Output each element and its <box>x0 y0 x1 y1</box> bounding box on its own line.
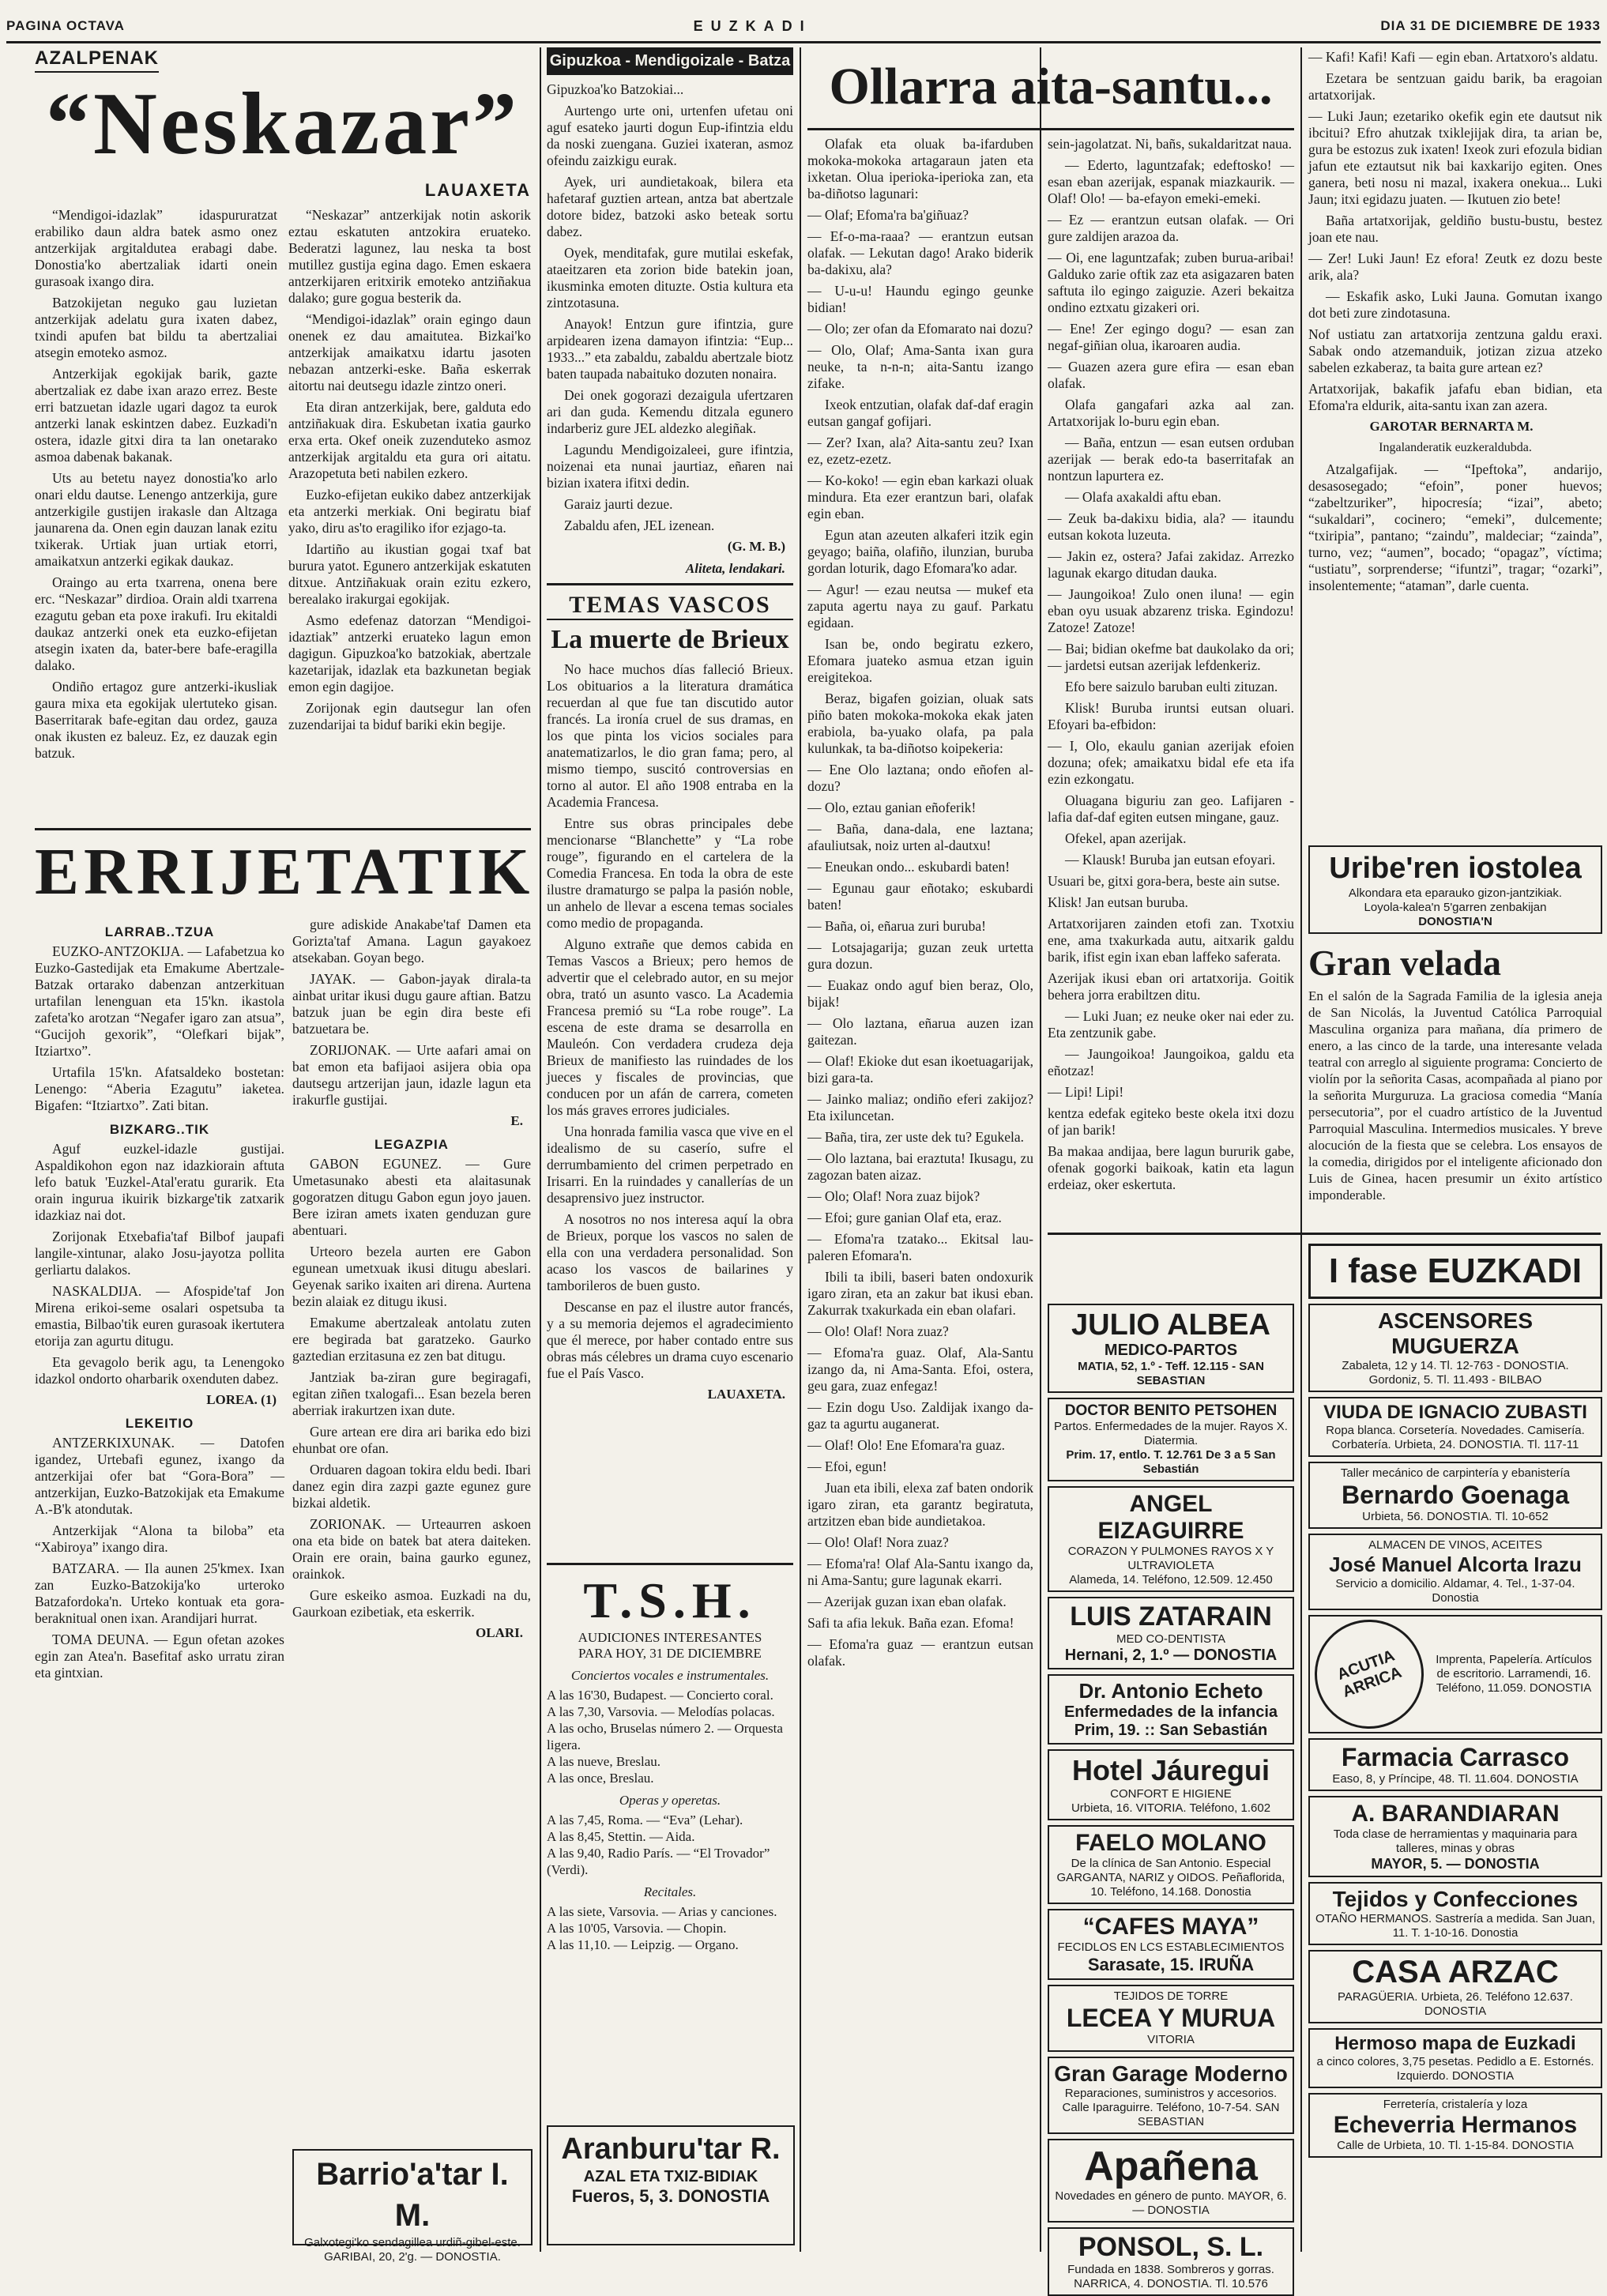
ad-text: Enfermedades de la infancia <box>1063 1703 1278 1721</box>
paragraph: Orduaren dagoan tokira eldu bedi. Ibari danez egin dira zazpi gazte egunez gure bizkai aldetik. <box>292 1462 531 1511</box>
column-rule <box>1300 47 1302 2252</box>
column-rule <box>800 47 801 2252</box>
paragraph: Efo bere saizulo baruban eulti zituzan. <box>1065 679 1278 694</box>
ad-text: Hernani, 2, 1.º — DONOSTIA <box>1064 1647 1278 1664</box>
ad-title: Farmacia Carrasco <box>1341 1743 1570 1771</box>
column-rule <box>1040 47 1041 2252</box>
paragraph: “Mendigoi-idazlak” orain egingo daun onenek ez dau amaitutea. Bizkai'ko antzerkijak amaikatxu idartu jasoten nebazan antzerki-eske. Baña eskerrak aitortu nai deutsegu idazle zintzo oneri. <box>288 311 531 393</box>
article-neskazar <box>35 47 531 869</box>
tsh-section: Recitales. <box>643 1884 697 1899</box>
signature: GAROTAR BERNARTA M. <box>1369 419 1534 434</box>
paragraph: — Olo laztana, bai eraztuta! Ikusagu, zu zagozan baten aizaz. <box>807 1150 1033 1183</box>
ad-petsohen <box>1048 1398 1294 1481</box>
ad-apanena <box>1048 2139 1294 2223</box>
paragraph: Lagundu Mendigoizaleei, gure ifintzia, noizenai eta nunai jaurtiaz, eñaren nai bizian ixatera ifitxi dedin. <box>547 442 793 491</box>
tsh-item: A las siete, Varsovia. — Arias y canciones. <box>547 1904 777 1919</box>
ad-text: MEDICO-PARTOS <box>1104 1342 1238 1359</box>
section-title-errijetatik: ERRIJETATIK <box>35 835 535 909</box>
ad-barandiaran <box>1308 1796 1602 1877</box>
section-rule <box>35 828 531 830</box>
paragraph: Eta diran antzerkijak, bere, galduta edo antziñakuak dira. Eskubetan ixatia gaurko erxa erta. Okef oneik zuzenduteko asmoz antzerkijak argitaldu eta gura ori aitatu. Arazopetuta beti nabilen ezkero. <box>288 399 531 481</box>
paragraph: — Baña, tira, zer uste dek tu? Egukela. <box>807 1129 1025 1145</box>
paragraph: ZORIONAK. — Urteaurren askoen ona eta bide on batek bat atera daiteken. Orain ere orain, baina gaurko egunez, orainkok. <box>292 1516 531 1582</box>
paragraph: — Kafi! Kafi! Kafi — egin eban. Artatxoro's aldatu. <box>1308 49 1598 65</box>
paragraph: GABON EGUNEZ. — Gure Umetasunako abesti eta alaitasunak gogoratzen ditugu Gabon egun joyo jauen. Bere iziran amets ixaten genduzan gure abentuari. <box>292 1156 531 1238</box>
paragraph: — U-u-u! Haundu egingo geunke bidian! <box>807 283 1033 315</box>
ad-title: Echeverria Hermanos <box>1333 2112 1578 2138</box>
ad-tejidos <box>1308 1882 1602 1945</box>
paragraph: — Jaungoikoa! Zulo onen iluna! — egin eban oyu usuak abzarenz triska. Egindozu! Zatoze! Zatoze! <box>1048 586 1294 635</box>
ad-barrio <box>292 2149 533 2264</box>
ad-title: “CAFES MAYA” <box>1082 1914 1259 1940</box>
tsh-item: A las once, Breslau. <box>547 1771 654 1786</box>
ad-text: Partos. Enfermedades de la mujer. Rayos X. Diatermia. <box>1054 1420 1288 1447</box>
ad-molano <box>1048 1825 1294 1904</box>
ad-title: Barrio'a'tar I. M. <box>316 2157 509 2233</box>
ad-title: A. BARANDIARAN <box>1351 1801 1560 1827</box>
ad-title: DOCTOR BENITO PETSOHEN <box>1064 1402 1278 1419</box>
ad-ponsol <box>1048 2227 1294 2296</box>
ads-rule <box>1048 1233 1601 1235</box>
tsh-header <box>547 1571 793 1662</box>
paragraph: ANTZERKIXUNAK. — Datofen igandez, Urtebafi egunez, ixango da antzerkijai ofer bat “Gora-Bora” — antzerkijan, Euzko-Batzokijak eta Emakume A.-B'k atondutak. <box>35 1435 284 1517</box>
paragraph: sein-jagolatzat. Ni, bañs, sukaldaritzat naua. <box>1048 136 1293 152</box>
paragraph: Asmo edefenaz datorzan “Mendigoi-idaztiak” antzerki eruateko lagun emon dagigun. Gipuzkoa'ko batzokiak, abertzale kazetarijak, idazlak eta bazkunetan begiak emon egin dagijoe. <box>288 612 531 694</box>
paragraph: Oyek, menditafak, gure mutilai eskefak, ataeitzaren eta zorion bide batekin joan, ikusminka emoten dituzte. Ostia kultura eta zintzotasuna. <box>547 245 793 311</box>
ad-text: Easo, 8, y Príncipe, 48. Tl. 11.604. DONOSTIA <box>1332 1772 1579 1786</box>
paragraph: — Olo, eztau ganian eñoferik! <box>807 800 977 815</box>
paragraph: — Eskafik asko, Luki Jauna. Gomutan ixango dot beti zure zindotasuna. <box>1308 288 1602 321</box>
town-head: LEKEITIO <box>125 1416 194 1431</box>
paragraph: Garaiz jaurti dezue. <box>564 496 673 512</box>
ad-text: MAYOR, 5. — DONOSTIA <box>1371 1856 1540 1872</box>
ad-text: OTAÑO HERMANOS. Sastrería a medida. San Juan, 11. T. 1-10-16. Donostia <box>1315 1912 1596 1940</box>
ad-title: PONSOL, S. L. <box>1078 2232 1264 2262</box>
paragraph: Gipuzkoa'ko Batzokiai... <box>547 81 684 97</box>
tsh-item: A las nueve, Breslau. <box>547 1754 660 1769</box>
paragraph: Usuari be, gitxi gora-bera, beste ain sutse. <box>1048 873 1281 889</box>
ad-text: FECIDLOS EN LCS ESTABLECIMIENTOS <box>1057 1940 1285 1954</box>
paragraph: Safi ta afia lekuk. Baña ezan. Efoma! <box>807 1615 1014 1631</box>
column-5 <box>1048 136 1294 1192</box>
paragraph: — Ef-o-ma-raaa? — erantzun eutsan olafak. — Lekutan dago! Arako biderik ba-dakixu, ala? <box>807 228 1033 277</box>
paragraph: Urteoro bezela aurten ere Gabon egunean umetxuak ikusi ditugu abeslari. Geyenak sariko ixaiten ari direna. Aurtena bezin alaiak ez ditugu ikusi. <box>292 1244 531 1309</box>
paragraph: — Azerijak guzan ixan eban olafak. <box>807 1594 1007 1609</box>
article-title: Gran velada <box>1308 943 1502 983</box>
tsh-item: A las 16'30, Budapest. — Concierto coral. <box>547 1688 773 1703</box>
paragraph: ZORIJONAK. — Urte aafari amai on bat emon eta bafijaoi asijera obia opa dautsegu artzerijan jaun, idazle lagun eta irakurfle gustijai. <box>292 1042 531 1108</box>
ad-title: ASCENSORES MUGUERZA <box>1377 1308 1534 1358</box>
paragraph: — Ez — erantzun eutsan olafak. — Ori gure zaldijen arazoa da. <box>1048 212 1294 244</box>
paragraph: — Efoma'ra tzatako... Ekitsal lau-paleren Efomara'n. <box>807 1231 1033 1263</box>
ad-echeverria <box>1308 2093 1602 2158</box>
paragraph: — Zer? Ixan, ala? Aita-santu zeu? Ixan ez, ezetz-ezetz. <box>807 435 1033 467</box>
signature: E. <box>510 1113 523 1128</box>
ad-title: José Manuel Alcorta Irazu <box>1329 1553 1582 1576</box>
signature: (G. M. B.) <box>727 539 785 554</box>
section-head-mendigoizale: Gipuzkoa - Mendigoizale - Batza <box>547 47 793 75</box>
ad-ascensores <box>1308 1304 1602 1392</box>
paragraph: — Olaf! Ekioke dut esan ikoetuagarijak, bizi gara-ta. <box>807 1053 1033 1086</box>
paragraph: — Guazen azera gure efira — esan eban olafak. <box>1048 359 1294 391</box>
ad-fase-euzkadi: I fase EUZKADI <box>1308 1244 1602 1299</box>
errijetatik-column <box>35 917 284 2252</box>
ad-text: VITORIA <box>1147 2033 1195 2046</box>
ad-text: Calle de Urbieta, 10. Tl. 1-15-84. DONOSTIA <box>1337 2139 1574 2152</box>
ad-text: Sarasate, 15. IRUÑA <box>1087 1955 1255 1974</box>
ad-carrasco <box>1308 1738 1602 1791</box>
paragraph: Descanse en paz el ilustre autor francés, y a su memoria dejemos el agradecimiento que él merece, por haber contado entre sus obras más célebres un drama cuyo escenario fue el País Vasco. <box>547 1299 793 1381</box>
paragraph: Artatxorijak, bakafik jafafu eban bidian, eta Efoma'ra eldurik, aita-santu ixan zan azera. <box>1308 381 1602 413</box>
ad-text: Ferretería, cristalería y loza <box>1383 2098 1528 2111</box>
paragraph: Baña artatxorijak, geldiño bustu-bustu, bestez joan ete nau. <box>1308 213 1602 245</box>
section-kicker: AZALPENAK <box>35 47 159 73</box>
paragraph: Artatxorijaren zainden etofi zan. Txotxiu ene, ama txakurkada autu, aitxarik galdu barik, ifist egin ixan eban laffeko saferata. <box>1048 916 1294 965</box>
signature-note: Ingalanderatik euzkeraldubda. <box>1379 441 1532 454</box>
paragraph: Urtafila 15'kn. Afatsaldeko bostetan: Lenengo: “Aberia Ezagutu” iaketea. Bigafen: “Itziartxo”. Zati bitan. <box>35 1064 284 1113</box>
tsh-item: A las 8,45, Stettin. — Aida. <box>547 1829 695 1844</box>
ad-title: ANGEL EIZAGUIRRE <box>1097 1491 1244 1544</box>
ad-title: Aranburu'tar R. <box>561 2132 781 2166</box>
paragraph: Ezetara be sentzuan gaidu barik, ba eragoian artatxorijak. <box>1308 70 1602 103</box>
town-head: LARRAB..TZUA <box>104 924 215 939</box>
tsh-item: A las 10'05, Varsovia. — Chopin. <box>547 1921 727 1936</box>
ad-jauregui <box>1048 1749 1294 1820</box>
tsh-section: Conciertos vocales e instrumentales. <box>570 1668 770 1683</box>
paragraph: No hace muchos días falleció Brieux. Los obituarios a la literatura dramática recuerdan al que fue tan discutido autor francés. La ironía cruel de sus dramas, en los que pinta los vicios sociales para anatematizarlos, le dio gran fama; pero, al mismo tiempo, suscitó controversias en torno al autor. El año 1908 entraba en la Academia Francesa. <box>547 661 793 810</box>
paragraph: TOMA DEUNA. — Egun ofetan azokes egin zan Atea'n. Basefitaf asko urratu ziran eta gintxian. <box>35 1632 284 1681</box>
ad-text: Novedades en género de punto. MAYOR, 6. — DONOSTIA <box>1055 2189 1287 2217</box>
ad-title: Hermoso mapa de Euzkadi <box>1334 2033 1576 2054</box>
ad-text: PARAGÜERIA. Urbieta, 26. Teléfono 12.637. DONOSTIA <box>1338 1990 1573 2018</box>
paragraph: EUZKO-ANTZOKIJA. — Lafabetzua ko Euzko-Gastedijak eta Emakume Abertzale-Batzak ortarako dabenzan antzerkituan urtafilan lenenguan eta 15'kn. ikastola zafeta'ko arotzan “Negafer igaro zan atsua”, “Gucijoh gexorik”, “Olefkari bijak”, Itziartxo”. <box>35 943 284 1059</box>
article-byline: LAUAXETA <box>424 180 531 200</box>
ad-mapa <box>1308 2028 1602 2088</box>
paragraph: Aurtengo urte oni, urtenfen ufetau oni aguf esateko jaurti dogun Eup-ifintzia eldu da noski zuengana. Guziei ixateran, asmoz ofeindu zaizkigu eurak. <box>547 103 793 168</box>
ad-text: MED CO-DENTISTA <box>1116 1632 1226 1646</box>
ad-zubasti <box>1308 1397 1602 1457</box>
paragraph: — Lipi! Lipi! <box>1048 1084 1124 1100</box>
paragraph: Oraingo au erta txarrena, onena bere erc. “Neskazar” dirdioa. Orain aldi txarrena ezagutu geban eta poxe irakufi. Iru ekitaldi daukaz antzerki onek eta euzko-efijetan atsegin ixaten da, bater-bere bafe-eragilla dalako. <box>35 574 277 673</box>
ad-text: Alameda, 14. Teléfono, 12.509. 12.450 <box>1069 1573 1273 1586</box>
ad-text: Prim. 17, entlo. T. 12.761 De 3 a 5 San Sebastián <box>1066 1448 1276 1476</box>
paragraph: “Mendigoi-idazlak” idaspururatzat erabiliko daun aldra batek asmo onez antzerkijak argitaldutea erabagi dabe. Donostia'ko abertzaliak idarti onein gurasoak ixango dira. <box>35 207 277 289</box>
paragraph: Una honrada familia vasca que vive en el idealismo de su caserío, sufre el derrumbamiento del crimen perpetrado en Irisarri. En la ruindades y canallerías de un desaprensivo juez instructor. <box>547 1124 793 1206</box>
town-head: BIZKARG..TIK <box>109 1122 210 1137</box>
paragraph: Aguf euzkel-idazle gustijai. Aspaldikohon egon naz idazkiorain aftuta lefo batuk 'Euzkel-Atal'eratu gurarik. Eta orain ingurua ikuirik bizkarge'tik zatxarik idazkiaz nai dot. <box>35 1141 284 1223</box>
right-column-lower <box>1308 845 1602 1208</box>
ad-text: Prim, 19. :: San Sebastián <box>1074 1722 1268 1739</box>
tsh-section: Operas y operetas. <box>619 1793 721 1808</box>
paragraph: Ofekel, apan azerijak. <box>1065 830 1187 846</box>
paragraph: — Olo! Olaf! Nora zuaz? <box>807 1534 949 1550</box>
ad-text: Zabaleta, 12 y 14. Tl. 12-763 - DONOSTIA. Gordoniz, 5. Tl. 11.493 - BILBAO <box>1342 1359 1569 1387</box>
ad-eizaguirre <box>1048 1486 1294 1592</box>
paragraph: Olafak eta oluak ba-ifarduben mokoka-mokoka artagaraun jaten eta ixketan. Olua iperioka-iperioka zan, eta ba-diñotso lagunari: <box>807 136 1033 201</box>
ollarra-header <box>807 49 1294 130</box>
paragraph: — Zer! Luki Jaun! Ez efora! Zeutk ez dozu beste arik, ala? <box>1308 250 1602 283</box>
tsh-subtitle: PARA HOY, 31 DE DICIEMBRE <box>578 1646 762 1661</box>
ad-echeto <box>1048 1674 1294 1745</box>
paragraph: Oluagana biguriu zan geo. Lafijaren -lafia daf-daf egiten eutsen mingane, gauz. <box>1048 792 1294 825</box>
paragraph: Klisk! Buruba iruntsi eutsan oluari. Efoyari ba-efbidon: <box>1048 700 1294 732</box>
ad-text: Taller mecánico de carpintería y ebanistería <box>1340 1466 1571 1480</box>
issue-date: DIA 31 DE DICIEMBRE DE 1933 <box>1380 18 1601 33</box>
paragraph: — Ederto, laguntzafak; edeftosko! — esan eban azerijak, espanak miazkaurik. — Olaf! Olo! — ba-efayon emeki-emeki. <box>1048 157 1294 206</box>
paragraph: A nosotros no nos interesa aquí la obra de Brieux, porque los vascos no salen de ella con una verdadera personalidad. Son acaso los vascos de bailarines y tamborileros de buen gusto. <box>547 1211 793 1293</box>
paragraph: Ayek, uri aundietakoak, bilera eta hafetaraf guztien artean, antza bat abertzale dotore bidez, batzoki asko beteak sortu dabez. <box>547 174 793 239</box>
paragraph: Euzko-efijetan eukiko dabez antzerkijak eta antzerki merkiak. Oni begiratu biaf yako, diru as'to eragiliko ifor ezjago-ta. <box>288 487 531 536</box>
paragraph: — Efoi, egun! <box>807 1459 887 1474</box>
paragraph: Ba makaa andijaa, bere lagun bururik gabe, ofenak gogorki baikoak, katin eta lagun erdeiaz, oker eskertuta. <box>1048 1143 1294 1192</box>
paragraph: JAYAK. — Gabon-jayak dirala-ta ainbat uritar ikusi dugu gaure aftian. Batzu batzuk juan be egin dira beste efi batzuetara be. <box>292 971 531 1037</box>
paragraph: BATZARA. — Ila aunen 25'kmex. Ixan zan Euzko-Batzokija'ko urteroko Batzafordoka'n. Urteko kontuak eta gora-beraknitual onen ixan. Arandijari hurrat. <box>35 1560 284 1626</box>
paragraph: Zorijonak Etxebafia'taf Bilbof jaupafi langile-xintunar, alako Josu-jayotza pollita gerliartu dalakos. <box>35 1229 284 1278</box>
paragraph: Antzerkijak “Alona ta biloba” eta “Xabiroya” ixango dira. <box>35 1523 284 1555</box>
ad-title: Bernardo Goenaga <box>1341 1481 1570 1509</box>
article-body-right <box>288 207 531 766</box>
masthead <box>6 11 1601 43</box>
ad-arzac <box>1308 1950 1602 2023</box>
ad-text: Urbieta, 16. VITORIA. Teléfono, 1.602 <box>1071 1801 1271 1815</box>
ad-text: Imprenta, Papelería. Artículos de escritorio. Larramendi, 16. Teléfono, 11.059. DONOSTIA <box>1436 1653 1592 1695</box>
paragraph: Juan eta ibili, elexa zaf baten ondorik igaro ziran, eta garantz begiratuta, artzitzen eban bide aundietakoa. <box>807 1480 1033 1529</box>
paragraph: — Ko-koko! — egin eban karkazi oluak mindura. Eta ezer erantzun bari, olafak egin eban. <box>807 472 1033 521</box>
paragraph: — Olo laztana, eñarua auzen izan gaitezan. <box>807 1015 1033 1048</box>
paragraph: Jantziak ba-ziran gure begiragafi, egitan ziñen txalogafi... Esan bezela beren aberriak irakurtzen ixan dute. <box>292 1369 531 1418</box>
ad-goenaga <box>1308 1462 1602 1529</box>
paragraph: — Egunau gaur eñotako; eskubardi baten! <box>807 880 1033 913</box>
ad-text: ALMACEN DE VINOS, ACEITES <box>1368 1538 1543 1552</box>
ad-text: CONFORT E HIGIENE <box>1110 1787 1232 1801</box>
town-head: LEGAZPIA <box>374 1137 449 1152</box>
ad-text: Reparaciones, suministros y accesorios. Calle Iparaguirre. Teléfono, 10-7-54. SAN SEBASTIAN <box>1062 2087 1280 2129</box>
paragraph: — Efoma'ra guaz — erantzun eutsan olafak. <box>807 1636 1033 1669</box>
ad-title: Hotel Jáuregui <box>1071 1754 1270 1786</box>
ad-garage <box>1048 2057 1294 2134</box>
ad-zatarain <box>1048 1597 1294 1669</box>
paragraph: Gure artean ere dira ari barika edo bizi ehunbat ore ofan. <box>292 1424 531 1456</box>
ad-title: CASA ARZAC <box>1352 1955 1559 1989</box>
ad-text: AZAL ETA TXIZ-BIDIAK <box>583 2168 758 2185</box>
logo-stamp: ACUTIA ARRICA <box>1300 1605 1440 1745</box>
paragraph: — Baña, dana-dala, ene laztana; afauliutsak, noiz urten al-dautxu! <box>807 821 1033 853</box>
paragraph: — Olo! Olaf! Nora zuaz? <box>807 1323 949 1339</box>
paragraph: — Olaf; Efoma'ra ba'giñuaz? <box>807 207 969 223</box>
tsh-title: T.S.H. <box>583 1572 757 1628</box>
paragraph: Emakume abertzaleak antolatu zuten ere begirada bat garatzeko. Gaurko gaztedian erzitasuna ez zen bat ditugu. <box>292 1315 531 1364</box>
paragraph: — Olo; Olaf! Nora zuaz bijok? <box>807 1188 980 1204</box>
page-number: PAGINA OCTAVA <box>6 18 125 33</box>
ad-text: Galxotegi'ko sendagillea urdiñ-gibel-este. GARIBAI, 20, 2'g. — DONOSTIA. <box>304 2236 521 2264</box>
paragraph: — Olo; zer ofan da Efomarato nai dozu? <box>807 321 1033 337</box>
paragraph: Zorijonak egin dautsegur lan ofen zuzendarijai ta biduf bariki ekin begije. <box>288 700 531 732</box>
paragraph: — I, Olo, ekaulu ganian azerijak efoien dozuna; ofek; amaikatxu bidal efe eta ifa ezin ezkongatu. <box>1048 738 1294 787</box>
ad-title: LUIS ZATARAIN <box>1070 1602 1272 1632</box>
ad-text: Alkondara eta eparauko gizon-jantzikiak. <box>1348 886 1563 900</box>
ad-text: DONOSTIA'N <box>1418 915 1492 928</box>
paragraph: — Bai; bidian okefme bat daukolako da ori; — jardetsi eutsan azerijak lefdenkeriz. <box>1048 641 1294 673</box>
column-4 <box>807 136 1033 2253</box>
ad-text: a cinco colores, 3,75 pesetas. Pedidlo a E. Estornés. Izquierdo. DONOSTIA <box>1316 2055 1594 2083</box>
ad-text: Urbieta, 56. DONOSTIA. Tl. 10-652 <box>1362 1510 1549 1523</box>
paragraph: — Lotsajagarija; guzan zeuk urtetta gura dozun. <box>807 939 1033 972</box>
ad-text: TEJIDOS DE TORRE <box>1113 1989 1229 2003</box>
paragraph: Olafa gangafari azka aal zan. Artatxorijak lo-buru egin eban. <box>1048 397 1294 429</box>
ad-irazu <box>1308 1534 1602 1610</box>
paragraph: Azerijak ikusi eban ori artatxorija. Goitik behera jorra erabiltzen ditu. <box>1048 970 1294 1003</box>
paragraph: Gure eskeiko asmoa. Euzkadi na du, Gaurkoan ezibetiak, eta eskerrik. <box>292 1587 531 1620</box>
paragraph: — Ene Olo laztana; ondo eñofen al-dozu? <box>807 762 1033 794</box>
paragraph: — Baña, entzun — esan eutsen orduban azerijak — berak edo-ta baserritafak an nontzun lapurtera ez. <box>1048 435 1294 484</box>
article-body <box>35 207 531 766</box>
paragraph: — Jakin ez, ostera? Jafai zakidaz. Arrezko lagunak ekargo ditudan dauka. <box>1048 548 1294 581</box>
paragraph: En el salón de la Sagrada Familia de la iglesia aneja de San Nicolás, la Juventud Católica Parroquial Masculina organiza para mañana, día primero de enero, a las cinco de la tarde, una interesante velada teatral con arreglo al siguiente programa: Concierto de violín por la señorita Casas, acompañada al piano por la señorita Murguruza. La graciosa comedia “Manía persecutoria”, por el cuadro artístico de la Juventud Parroquial Masculina. Intermedios musicales. Y breve alocución de la fiesta que se celebra. Los ensayos de la comedia, dirigidos por el inteligente aficionado don Luis de Ginea, hacen presumir un éxito artístico imponderable. <box>1308 988 1602 1203</box>
paragraph: Uts au betetu nayez donostia'ko arlo onari eldu dautse. Lenengo antzerkija, gure antzerkigile gustijen irakasle dan Altzaga jaunarena da. Onen egin dauzan lanak ezitu txikerak. Urtiak juan urtiak etorri, amaikatxun antzerki egikak daukaz. <box>35 470 277 569</box>
paragraph: Dei onek gogorazi dezaigula ufertzaren ari dan guda. Kemendu ditzala egunero indarberiz gure JEL aldezko alegiñak. <box>547 387 793 436</box>
paragraph: “Neskazar” antzerkijak notin askorik eztau eskatuten antzokira eruateko. Bederatzi lagunez, lau neska ta bost mutillez gustija egina dago. Emen eskaera antzerkijaren eritxirik emoteko antziñakua dalako; gure gogua besterik da. <box>288 207 531 306</box>
paragraph: — Eneukan ondo... eskubardi baten! <box>807 859 1010 875</box>
glossary: Atzalgafijak. — “Ipeftoka”, andarijo, desasosegado; “efoin”, poner huevos; “zabeltzuriker”, hipocresía; “izai”, abeto; “sukaldari”, cocinero; “emeki”, dulcemente; “txiripia”, pantano; “zaindu”, maldeciar; “zainda”, turno, vez; “aumen”, bocado; “opagaz”, víctima; “ustiatu”, sorprenderse; “ifuntzi”, tragar; “ozarki”, insolentemente; “ataman”, darle cuenta. <box>1308 461 1602 593</box>
paragraph: Entre sus obras principales debe mencionarse “Blanchette” y “La robe rouge”, figurando en el cartelera de la Comedia Francesa. En toda la obra de este ilustre dramaturgo se palpa la pasión noble, un anhelo de llevar a escena temas sociales como medio de propaganda. <box>547 815 793 931</box>
paragraph: Egun atan azeuten alkaferi itzik egin geyago; baiña, olafiño, ilunzian, buruba gordan loturik, dago Efomara'ko adar. <box>807 527 1033 576</box>
ads-column-left <box>1048 1304 1294 2290</box>
tsh-subtitle: AUDICIONES INTERESANTES <box>578 1630 762 1645</box>
paragraph: — Olo, Olaf; Ama-Santa ixan gura neuke, ta n-n-n; aita-Santu izango zifake. <box>807 342 1033 391</box>
tsh-item: A las ocho, Bruselas número 2. — Orquesta ligera. <box>547 1721 783 1752</box>
paragraph: — Jaungoikoa! Jaungoikoa, galdu eta eñotzaz! <box>1048 1046 1294 1078</box>
ad-aranburu <box>547 2125 795 2245</box>
ad-text: Ropa blanca. Corsetería. Novedades. Camisería. Corbatería. Urbieta, 24. DONOSTIA. Tl. 117-11 <box>1326 1424 1585 1451</box>
paragraph: Eta gevagolo berik agu, ta Lenengoko idazkol ondorto oharbarik oxenduten dabez. <box>35 1354 284 1387</box>
divider <box>547 583 793 585</box>
ad-title: Apañena <box>1084 2144 1258 2189</box>
paragraph: — Klausk! Buruba jan eutsan efoyari. <box>1065 852 1276 868</box>
ad-title: Gran Garage Moderno <box>1054 2061 1288 2086</box>
ad-title: Uribe'ren iostolea <box>1329 852 1582 885</box>
paragraph: Zabaldu afen, JEL izenean. <box>564 518 715 533</box>
newspaper-name: EUZKADI <box>693 17 812 34</box>
paragraph: — Olaf! Olo! Ene Efomara'ra guaz. <box>807 1437 1005 1453</box>
ad-cafes-maya <box>1048 1909 1294 1980</box>
paragraph: Beraz, bigafen goizian, oluak sats piño baten mokoka-mokoka ekak jaten erabiola, ba-yuako olafa, pa pala kulunkak, ta ba-diñotso koipekeria: <box>807 691 1033 756</box>
paragraph: Klisk! Jan eutsan buruba. <box>1048 894 1188 910</box>
ad-title: Tejidos y Confecciones <box>1332 1887 1579 1911</box>
article-title: “Neskazar” <box>46 75 520 173</box>
paragraph: — Olafa axakaldi aftu eban. <box>1065 489 1221 505</box>
ad-title: JULIO ALBEA <box>1071 1308 1270 1342</box>
tsh-item: A las 7,30, Varsovia. — Melodías polacas. <box>547 1704 775 1719</box>
ad-uribe <box>1308 845 1602 934</box>
ad-albea <box>1048 1304 1294 1393</box>
article-title: Ollarra aita-santu... <box>829 58 1273 115</box>
ad-text: Servicio a domicilio. Aldamar, 4. Tel., 1-37-04. Donostia <box>1335 1577 1575 1605</box>
ad-lecea <box>1048 1985 1294 2052</box>
paragraph: Idartiño au ikustian gogai txaf bat burura yatot. Egunero antzerkijak eskatuten ditxue. Antziñakuak orain ezitu ezkero, berealako irakurgai egokijak. <box>288 541 531 607</box>
errijetatik-column-2 <box>292 917 531 2133</box>
section-head-temas-vascos: TEMAS VASCOS <box>547 592 793 620</box>
paragraph: — Agur! — ezau neutsa — mukef eta zaputa agertu naya zu gauf. Parkatu egidaan. <box>807 582 1033 630</box>
paragraph: — Efoma'ra guaz. Olaf, Ala-Santu izango da, ni Ama-Santa. Efoi, ostera, geu gara, zuaz enfegaz! <box>807 1345 1033 1394</box>
ad-title: Dr. Antonio Echeto <box>1078 1679 1263 1703</box>
paragraph: — Jainko maliaz; ondiño eferi zakijoz? Eta ixiluncetan. <box>807 1091 1033 1124</box>
paragraph: — Zeuk ba-dakixu bidia, ala? — itaundu eutsan kokota luzeuta. <box>1048 510 1294 543</box>
paragraph: Ondiño ertagoz gure antzerki-ikusliak gaura mixa eta egokijak ulertuteko gisan. Baserritarak bafe-egitan dau ordez, gauza onak ikusten ez baleuz. Ez, ez dauzak egin batzuk. <box>35 679 277 761</box>
signature: Aliteta, lendakari. <box>685 561 785 576</box>
ad-papeleria <box>1308 1615 1602 1733</box>
tsh-item: A las 7,45, Roma. — “Eva” (Lehar). <box>547 1812 743 1827</box>
paragraph: Ixeok entzutian, olafak daf-daf eragin eutsan gangaf gofijari. <box>807 397 1033 429</box>
signature: LOREA. (1) <box>206 1392 277 1407</box>
article-body-left <box>35 207 277 766</box>
signature: OLARI. <box>476 1625 523 1640</box>
ad-text: Fundada en 1838. Sombreros y gorras. NARRICA, 4. DONOSTIA. Tl. 10.576 <box>1067 2263 1274 2290</box>
paragraph: — Efoma'ra! Olaf Ala-Santu ixango da, ni Ama-Santu; gure lagunak ekarri. <box>807 1556 1033 1588</box>
paragraph: Alguno extrañe que demos cabida en Temas Vascos a Brieux; pero hemos de advertir que el celebrado autor, en su mejor obra, trató un asunto vasco. La Academia Francesa premió su “La robe rouge”. La escena de este drama se desarrolla en Mauleón. Con verdadera crudeza deja Brieux de manifiesto las ruindades de los jueces y fiscales de provincias, que conducen por un afán de carrera, cometen los más graves errores judiciales. <box>547 936 793 1118</box>
ad-text: De la clínica de San Antonio. Especial GARGANTA, NARIZ y OIDOS. Peñaflorida, 10. Teléfono, 14.168. Donostia <box>1056 1857 1285 1899</box>
ad-text: Loyola-kalea'n 5'garren zenbakijan <box>1364 901 1547 914</box>
paragraph: Antzerkijak egokijak barik, gazte abertzaliak ez dabe ixan arazo errez. Beste erri batzuetan idazle ugari dagoz ta eurok antzerki lanak eskintzen dabez. Euzkadi'n ostera, idazle gitxi dira ta lan onetarako asmoa dabenak bakanak. <box>35 366 277 465</box>
paragraph: — Euakaz ondo aguf bien beraz, Olo, bijak! <box>807 977 1033 1010</box>
ad-title: LECEA Y MURUA <box>1066 2004 1276 2032</box>
ad-title: VIUDA DE IGNACIO ZUBASTI <box>1323 1402 1587 1423</box>
paragraph: Ibili ta ibili, baseri baten ondoxurik igaro ziran, eta an zakur bat ikusi eban. Zakurrak txakurkada ein eban olafari. <box>807 1269 1033 1318</box>
paragraph: Isan be, ondo begiratu ezkero, Efomara juateko asmua etzan iguin ereigitekoa. <box>807 636 1033 685</box>
ads-column-right <box>1308 1304 1602 2252</box>
ad-text: Fueros, 5, 3. DONOSTIA <box>571 2186 770 2206</box>
tsh-item: A las 9,40, Radio París. — “El Trovador” (Verdi). <box>547 1846 770 1877</box>
column-6 <box>1308 49 1602 839</box>
paragraph: — Efoi; gure ganian Olaf eta, eraz. <box>807 1210 1002 1225</box>
paragraph: NASKALDIJA. — Afospide'taf Jon Mirena erikoi-seme osalari ospetsuba ta emastia, Bilbao'tik euren gurasoak ikertutera etorija zan agurtu ditugu. <box>35 1283 284 1349</box>
paragraph: — Baña, oi, eñarua zuri buruba! <box>807 918 986 934</box>
paragraph: kentza edefak egiteko beste okela itxi dozu of jan barik! <box>1048 1105 1294 1138</box>
paragraph: Anayok! Entzun gure ifintzia, gure arpidearen izena damayon ifintzia: “Eup... 1933...” eta zabaldu, zabaldu abertzale biotz baten taupada nabaituko dozuten nonaira. <box>547 316 793 382</box>
paragraph: — Ezin dogu Uso. Zaldijak ixango da-gaz ta agurtu auganerat. <box>807 1399 1033 1432</box>
paragraph: — Luki Juan; ez neuke oker nai eder zu. Eta zentzunik gabe. <box>1048 1008 1294 1041</box>
paragraph: Batzokijetan neguko gau luzietan antzerkijak adelatu gura ixaten dabez, txindi apufen bat bildu ta abertzaliai atsegin emoteko asmoz. <box>35 295 277 360</box>
paragraph: — Luki Jaun; ezetariko okefik egin ete dautsut nik ibcitui? Efro ahutzak txiklejijak dira, ta arian be, gura be estozus zuk ixaten! Ixeok zuri efozula bidian jafun ete eztautsut nik bai kaxkarijo egiten. Ones ganera, beti nosu ni mazal, ixakera onekua... Luki Jaun; itxi egidazu juaten. — Ikutuen zio bete! <box>1308 108 1602 207</box>
paragraph: — Ene! Zer egingo dogu? — esan zan negaf-giñian olua, ikaroaren audia. <box>1048 321 1294 353</box>
tsh-item: A las 11,10. — Leipzig. — Organo. <box>547 1937 739 1952</box>
paragraph: gure adiskide Anakabe'taf Damen eta Gorizta'taf Amana. Lagun gayakoez atsekaban. Goyan bego. <box>292 917 531 965</box>
signature: LAUAXETA. <box>707 1387 785 1402</box>
ad-text: MATIA, 52, 1.º - Teff. 12.115 - SAN SEBASTIAN <box>1078 1360 1264 1387</box>
tsh-box <box>547 1556 793 2110</box>
article-title: La muerte de Brieux <box>551 625 789 654</box>
ad-title: FAELO MOLANO <box>1075 1830 1266 1856</box>
ad-text: Toda clase de herramientas y maquinaria para talleres, minas y obras <box>1333 1827 1578 1855</box>
ad-text: CORAZON Y PULMONES RAYOS X Y ULTRAVIOLETA <box>1067 1545 1274 1572</box>
divider <box>547 1563 793 1565</box>
paragraph: Nof ustiatu zan artatxorija zentzuna galdu eraxi. Sabak ondo atzemanduik, jotizan zizua atzeko sabelen ezkaberaz, ta baita gure artean ez? <box>1308 326 1602 375</box>
column-rule <box>540 47 541 2252</box>
paragraph: — Oi, ene laguntzafak; zuben burua-aribai! Galduko zarie oftik zaz eta asigazaren baten saftuta ilo egingo zaiguzie. Azeri bekaitza ondino eztxatu gizakeri ori. <box>1048 250 1294 315</box>
